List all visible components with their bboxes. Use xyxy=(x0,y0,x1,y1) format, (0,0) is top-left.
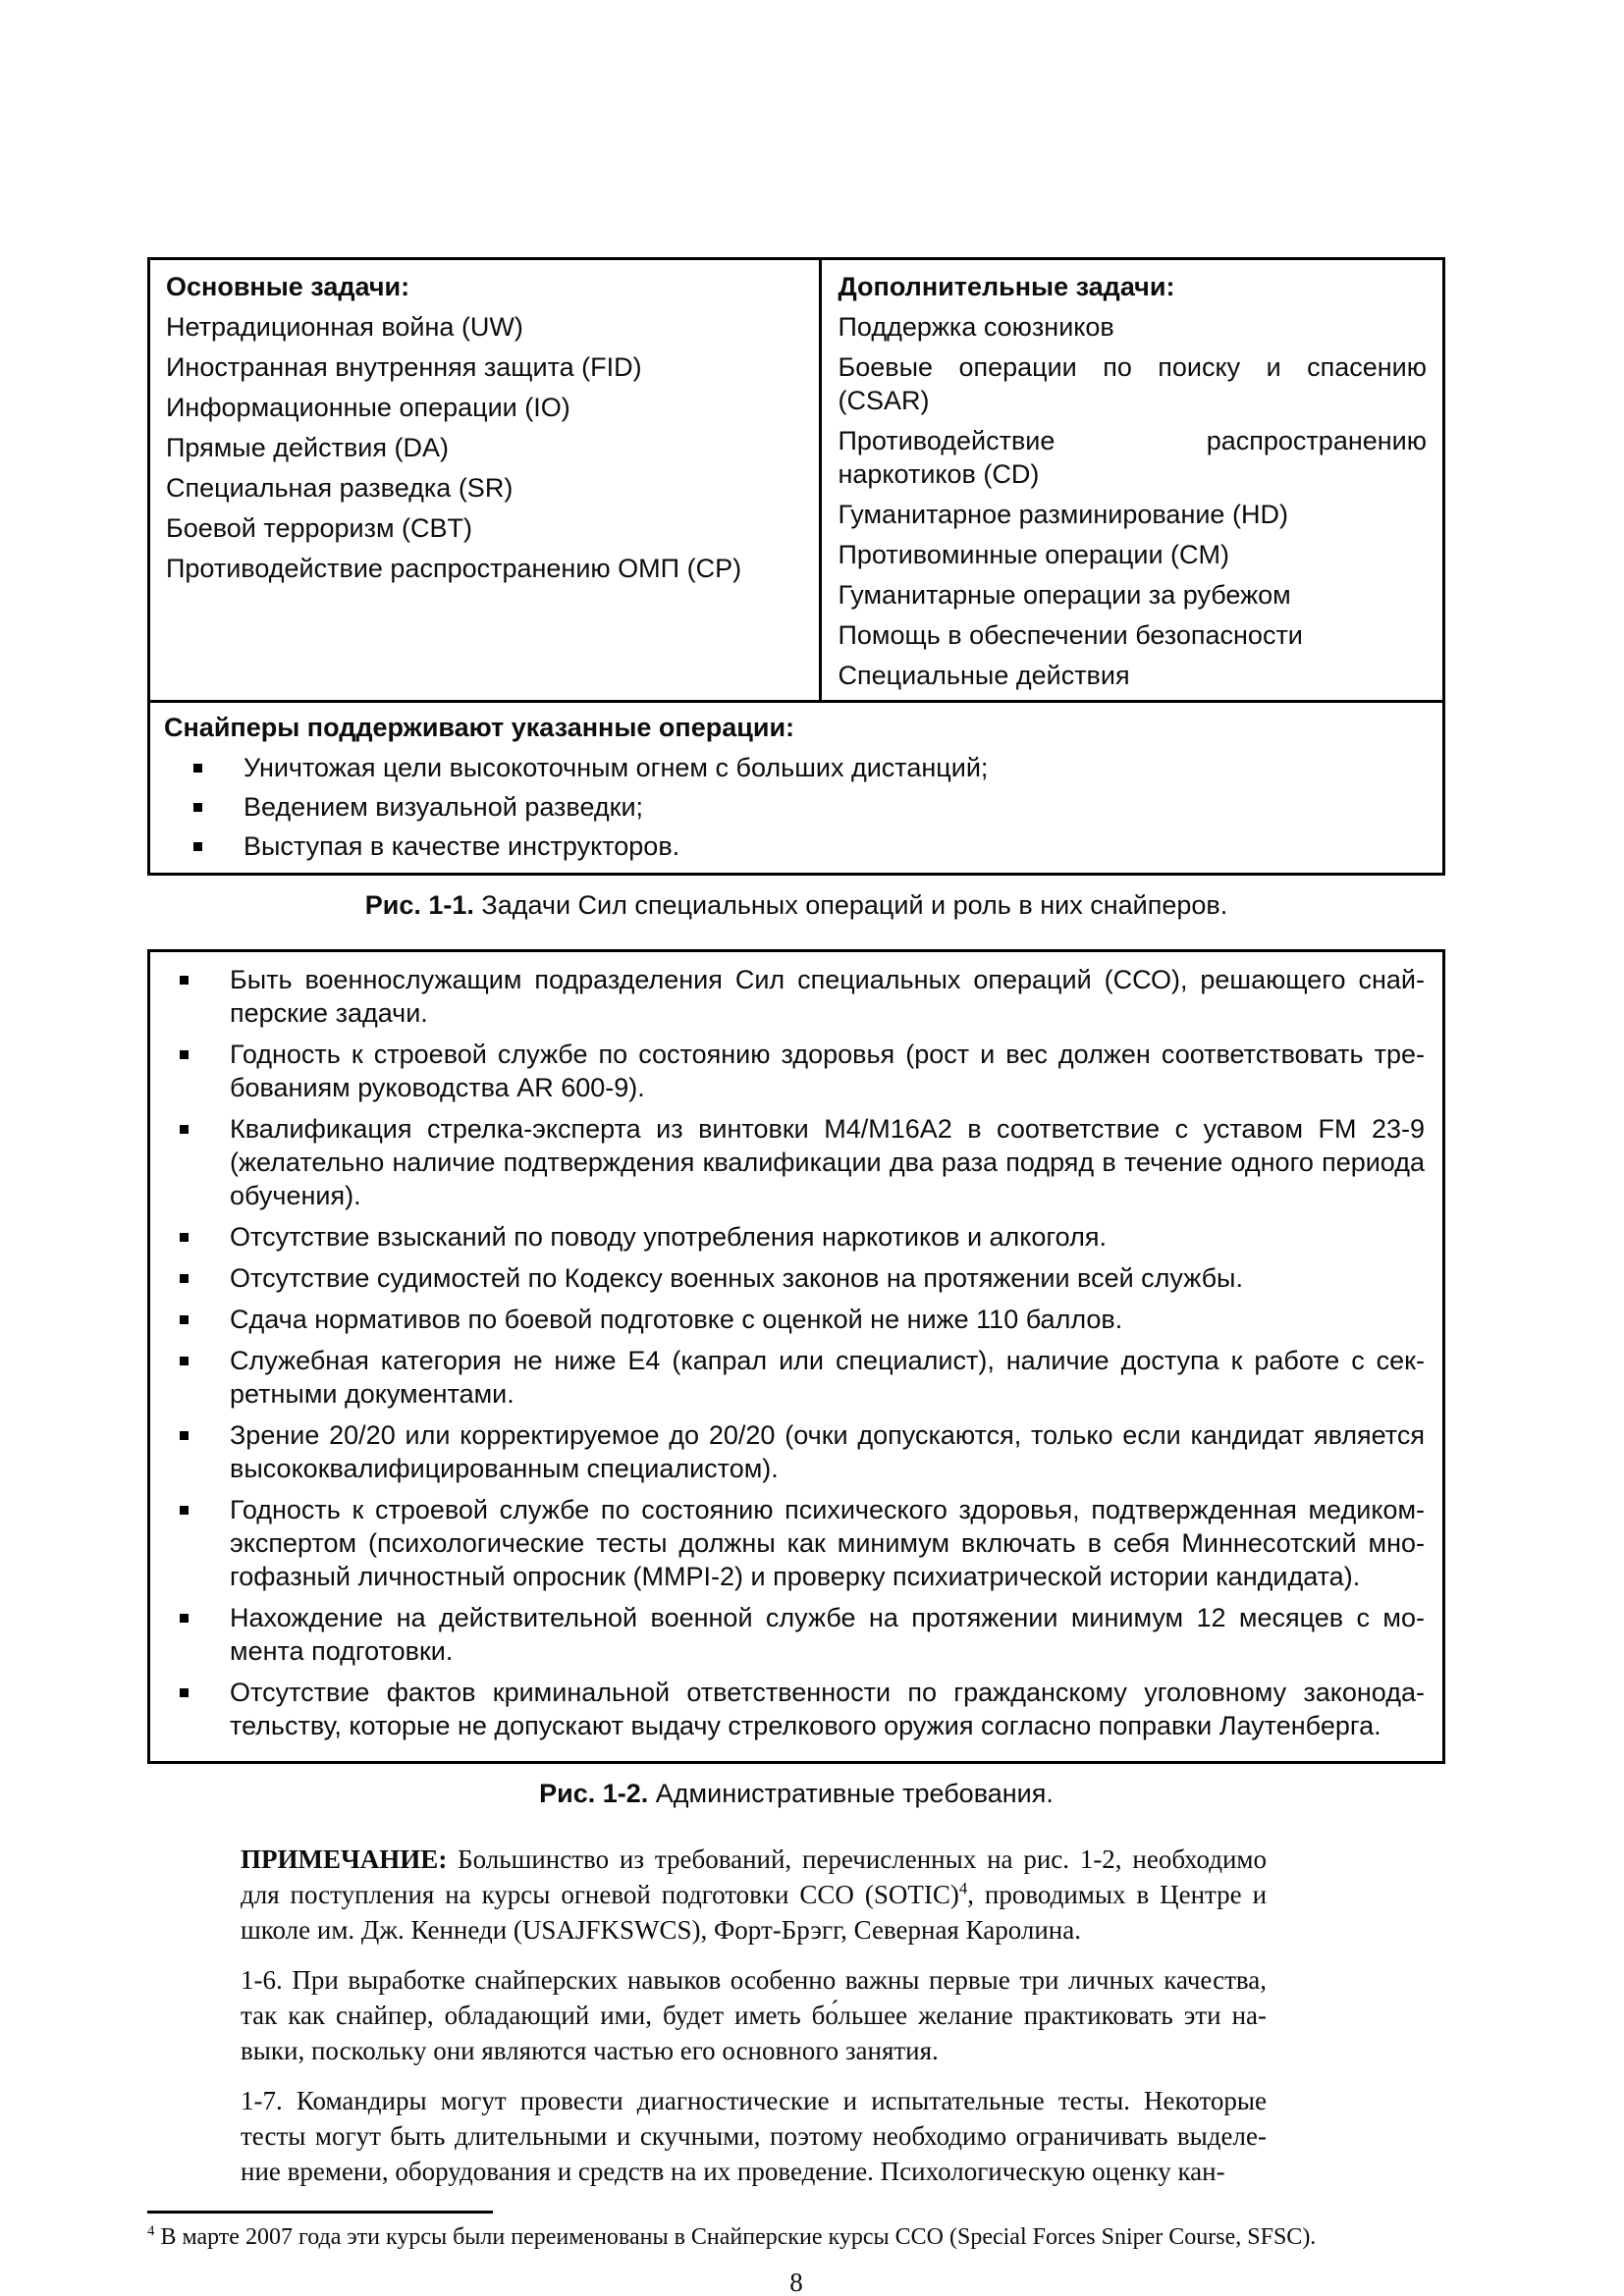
requirement-item: Отсутствие судимостей по Кодексу военных законов на протяжении всей службы. xyxy=(230,1263,1243,1293)
figure-1-2-caption-text: Административные требования. xyxy=(648,1779,1054,1808)
list-item xyxy=(164,829,1427,863)
main-task-item: Прямые действия (DA) xyxy=(166,433,449,462)
body-text xyxy=(241,1842,1267,2189)
figure-1-1-columns xyxy=(150,260,1442,703)
bullet-square-icon xyxy=(180,1125,189,1134)
sniper-support-header: Снайперы поддерживают указанные операции: xyxy=(164,713,795,742)
requirement-item: Отсутствие фактов криминальной ответственности по гражданскому уголовному законодательству, которые не допускают выдачу стрелкового оружия согласно поправки Лаутенберга. xyxy=(230,1678,1425,1740)
list-item xyxy=(150,1676,1425,1742)
additional-task-item: Помощь в обеспечении безопасности xyxy=(838,620,1303,650)
additional-tasks-header: Дополнительные задачи: xyxy=(838,272,1175,301)
requirement-item: Быть военнослужащим подразделения Сил специальных операций (ССО), решающего снайперские задачи. xyxy=(230,965,1425,1028)
list-item xyxy=(150,1493,1425,1593)
requirement-item: Годность к строевой службе по состоянию здоровья (рост и вес должен соответствовать требованиям руководства AR 600-9). xyxy=(230,1040,1425,1102)
bullet-square-icon xyxy=(180,1050,189,1059)
page-number: 8 xyxy=(789,2268,803,2296)
list-item xyxy=(150,1220,1425,1254)
list-item xyxy=(150,1344,1425,1411)
figure-1-2-caption xyxy=(147,1777,1445,1810)
main-tasks-column xyxy=(150,260,822,700)
bullet-square-icon xyxy=(180,1233,189,1242)
additional-task-item: Специальные действия xyxy=(838,661,1130,690)
note-label: ПРИМЕЧАНИЕ: xyxy=(241,1844,448,1874)
paragraph-1-6: 1-6. При выработке снайперских навыков особенно важны первые три личных качества, так как снайпер, обладающий ими, будет иметь бо́льшее желание практиковать эти навыки, поскольку они являются частью его основного занятия. xyxy=(241,1965,1267,2065)
figure-1-1-box xyxy=(147,257,1445,876)
bullet-square-icon xyxy=(180,1315,189,1324)
bullet-square-icon xyxy=(180,976,189,985)
sniper-support-section xyxy=(150,703,1442,873)
footnote-reference-4: 4 xyxy=(958,1879,968,1897)
figure-1-1-caption xyxy=(147,888,1445,922)
page-content xyxy=(147,257,1445,2296)
additional-task-item: Противоминные операции (CM) xyxy=(838,540,1230,569)
main-task-item: Информационные операции (IO) xyxy=(166,393,570,422)
bullet-square-icon xyxy=(180,1614,189,1623)
main-task-item: Специальная разведка (SR) xyxy=(166,473,514,503)
additional-task-item: Гуманитарное разминирование (HD) xyxy=(838,500,1288,529)
footnote-body: В марте 2007 года эти курсы были переименованы в Снайперские курсы ССО (Special Forces Sniper Course, SFSC). xyxy=(154,2224,1317,2250)
additional-task-item: Гуманитарные операции за рубежом xyxy=(838,580,1291,610)
note-paragraph xyxy=(241,1842,1267,1948)
figure-1-2-caption-label: Рис. 1-2. xyxy=(539,1779,649,1808)
note-text-before-ref: Большинство из требований, перечисленных на рис. 1-2, необходимо для поступления на курсы огневой подготовки ССО (SOTIC) xyxy=(241,1844,1267,1909)
list-item xyxy=(150,1261,1425,1295)
requirement-item: Нахождение на действительной военной службе на протяжении минимум 12 месяцев с момента подготовки. xyxy=(230,1603,1425,1666)
requirement-item: Годность к строевой службе по состоянию психического здоровья, подтвержденная медиком-экспертом (психологические тесты должны как минимум включать в себя Миннесотский многофазный личностный опросник (MMPI-2) и проверку психиатрической истории кандидата). xyxy=(230,1495,1425,1591)
bullet-square-icon xyxy=(180,1688,189,1697)
footnote-divider xyxy=(147,2211,493,2214)
additional-task-item: Противодействие распространению наркотиков (CD) xyxy=(838,426,1427,489)
bullet-square-icon xyxy=(193,764,202,773)
additional-tasks-column xyxy=(822,260,1442,700)
list-item xyxy=(150,1112,1425,1212)
footnote xyxy=(147,2211,1445,2252)
sniper-support-item: Ведением визуальной разведки; xyxy=(244,792,644,822)
figure-1-2-box xyxy=(147,949,1445,1764)
requirement-item: Служебная категория не ниже Е4 (капрал или специалист), наличие доступа к работе с секретными документами. xyxy=(230,1346,1425,1409)
additional-task-item: Поддержка союзников xyxy=(838,312,1114,342)
bullet-square-icon xyxy=(180,1274,189,1283)
requirement-item: Отсутствие взысканий по поводу употребления наркотиков и алкоголя. xyxy=(230,1222,1107,1252)
figure-1-1-caption-label: Рис. 1-1. xyxy=(364,890,474,920)
main-tasks-header: Основные задачи: xyxy=(166,272,410,301)
main-task-item: Противодействие распространению ОМП (CP) xyxy=(166,554,742,583)
additional-task-item: Боевые операции по поиску и спасению (CSAR) xyxy=(838,352,1427,415)
note-text-after-ref: , проводимых в Центре и школе им. Дж. Кеннеди (USAJFKSWCS), Форт-Брэгг, Северная Каролина. xyxy=(241,1880,1268,1945)
figure-1-1-caption-text: Задачи Сил специальных операций и роль в них снайперов. xyxy=(473,890,1228,920)
main-task-item: Иностранная внутренняя защита (FID) xyxy=(166,352,642,382)
list-item xyxy=(150,963,1425,1030)
main-task-item: Нетрадиционная война (UW) xyxy=(166,312,523,342)
paragraph-1-7: 1-7. Командиры могут провести диагностические и испытательные тесты. Некоторые тесты могут быть длительными и скучными, поэтому необходимо ограничивать выделение времени, оборудования и средств на их проведение. Психологическую оценку кан- xyxy=(241,2086,1267,2186)
requirement-item: Сдача нормативов по боевой подготовке с оценкой не ниже 110 баллов. xyxy=(230,1305,1123,1334)
sniper-support-item: Выступая в качестве инструкторов. xyxy=(244,831,680,861)
bullet-square-icon xyxy=(180,1357,189,1365)
sniper-support-item: Уничтожая цели высокоточным огнем с больших дистанций; xyxy=(244,753,989,782)
requirement-item: Зрение 20/20 или корректируемое до 20/20 (очки допускаются, только если кандидат является высококвалифицированным специалистом). xyxy=(230,1420,1425,1483)
footnote-marker-4: 4 xyxy=(147,2223,155,2239)
list-item xyxy=(150,1038,1425,1104)
requirement-item: Квалификация стрелка-эксперта из винтовки М4/М16А2 в соответствие с уставом FM 23-9 (желательно наличие подтверждения квалификации два раза подряд в течение одного периода обучения). xyxy=(230,1114,1425,1210)
list-item xyxy=(150,1418,1425,1485)
list-item xyxy=(164,751,1427,784)
bullet-square-icon xyxy=(193,803,202,812)
list-item xyxy=(150,1303,1425,1336)
bullet-square-icon xyxy=(180,1431,189,1440)
list-item xyxy=(164,790,1427,824)
list-item xyxy=(150,1601,1425,1668)
bullet-square-icon xyxy=(193,842,202,851)
footnote-text xyxy=(147,2222,1445,2252)
bullet-square-icon xyxy=(180,1506,189,1515)
main-task-item: Боевой терроризм (CBT) xyxy=(166,513,473,543)
